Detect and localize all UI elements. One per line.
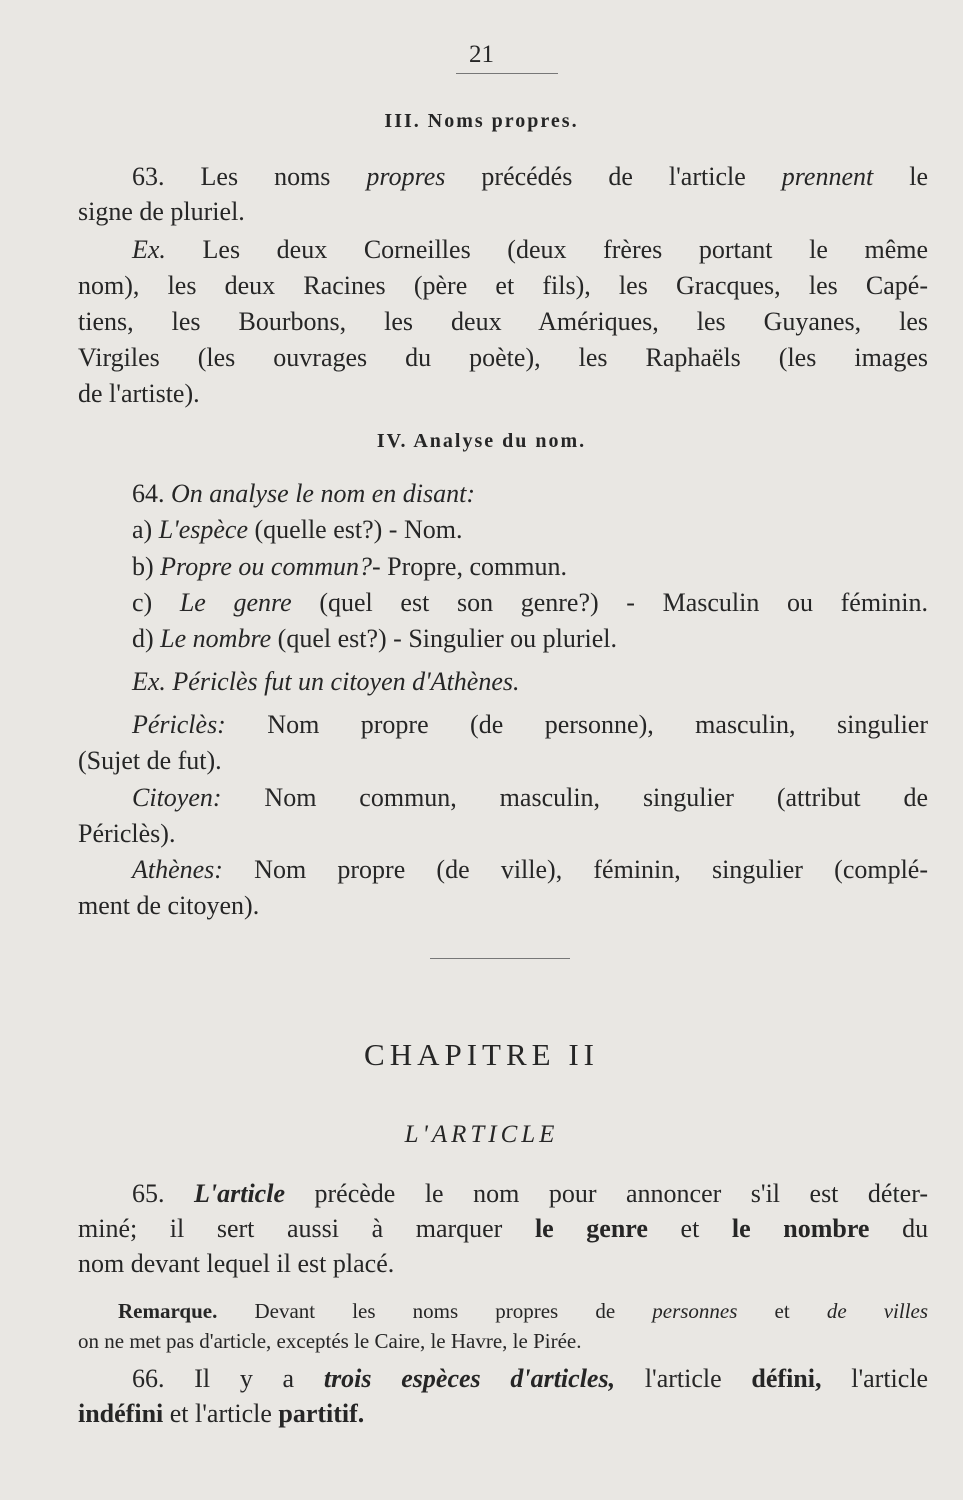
paragraph-65-line-1: 65. L'article précède le nom pour annoncer s'il est déter- — [132, 1179, 929, 1208]
section-separator — [430, 958, 570, 959]
analysis-citoyen-line-2: Périclès). — [78, 819, 176, 848]
example-noms-propres-line-3: tiens, les Bourbons, les deux Amériques, les Guyanes, les — [78, 307, 928, 336]
analysis-athenes-line-1: Athènes: Nom propre (de ville), féminin, singulier (complé- — [132, 855, 929, 884]
chapter-heading: CHAPITRE II — [364, 1037, 599, 1072]
section-title-noms-propres: III. Noms propres. — [384, 110, 579, 132]
analysis-citoyen-line-1: Citoyen: Nom commun, masculin, singulier (attribut de — [132, 783, 928, 812]
paragraph-65-line-3: nom devant lequel il est placé. — [78, 1249, 395, 1278]
paragraph-64-lead: 64. On analyse le nom en disant: — [132, 479, 476, 508]
chapter-subtitle: L'ARTICLE — [404, 1121, 559, 1148]
analysis-item-espece: a) L'espèce (quelle est?) - Nom. — [132, 515, 463, 544]
analysis-pericles-line-2: (Sujet de fut). — [78, 746, 222, 775]
example-noms-propres-line-5: de l'artiste). — [78, 379, 200, 408]
analysis-item-nombre: d) Le nombre (quel est?) - Singulier ou pluriel. — [132, 624, 618, 653]
example-sentence: Ex. Périclès fut un citoyen d'Athènes. — [132, 667, 520, 696]
remarque-line-2: on ne met pas d'article, exceptés le Caire, le Havre, le Pirée. — [78, 1329, 582, 1353]
example-noms-propres-line-2: nom), les deux Racines (père et fils), les Gracques, les Capé- — [78, 271, 928, 300]
analysis-athenes-line-2: ment de citoyen). — [78, 891, 260, 920]
example-noms-propres-line-4: Virgiles (les ouvrages du poète), les Raphaëls (les images — [78, 343, 928, 372]
paragraph-65-line-2: miné; il sert aussi à marquer le genre et le nombre du — [78, 1214, 929, 1243]
paragraph-63-line-2: signe de pluriel. — [78, 197, 245, 226]
paragraph-66-line-2: indéfini et l'article partitif. — [78, 1399, 365, 1428]
paragraph-66-line-1: 66. Il y a trois espèces d'articles, l'article défini, l'article — [132, 1364, 929, 1393]
header-rule — [456, 73, 558, 74]
analysis-pericles-line-1: Périclès: Nom propre (de personne), masculin, singulier — [132, 710, 928, 739]
paragraph-63-line-1: 63. Les noms propres précédés de l'article prennent le — [132, 162, 929, 191]
example-noms-propres-line-1: Ex. Les deux Corneilles (deux frères portant le même — [132, 235, 928, 264]
page-number: 21 — [469, 41, 494, 68]
section-title-analyse-du-nom: IV. Analyse du nom. — [376, 430, 587, 452]
analysis-item-genre: c) Le genre (quel est son genre?) - Masculin ou féminin. — [132, 588, 928, 617]
remarque-line-1: Remarque. Devant les noms propres de personnes et de villes — [118, 1299, 929, 1323]
analysis-item-propre-commun: b) Propre ou commun?- Propre, commun. — [132, 552, 567, 581]
